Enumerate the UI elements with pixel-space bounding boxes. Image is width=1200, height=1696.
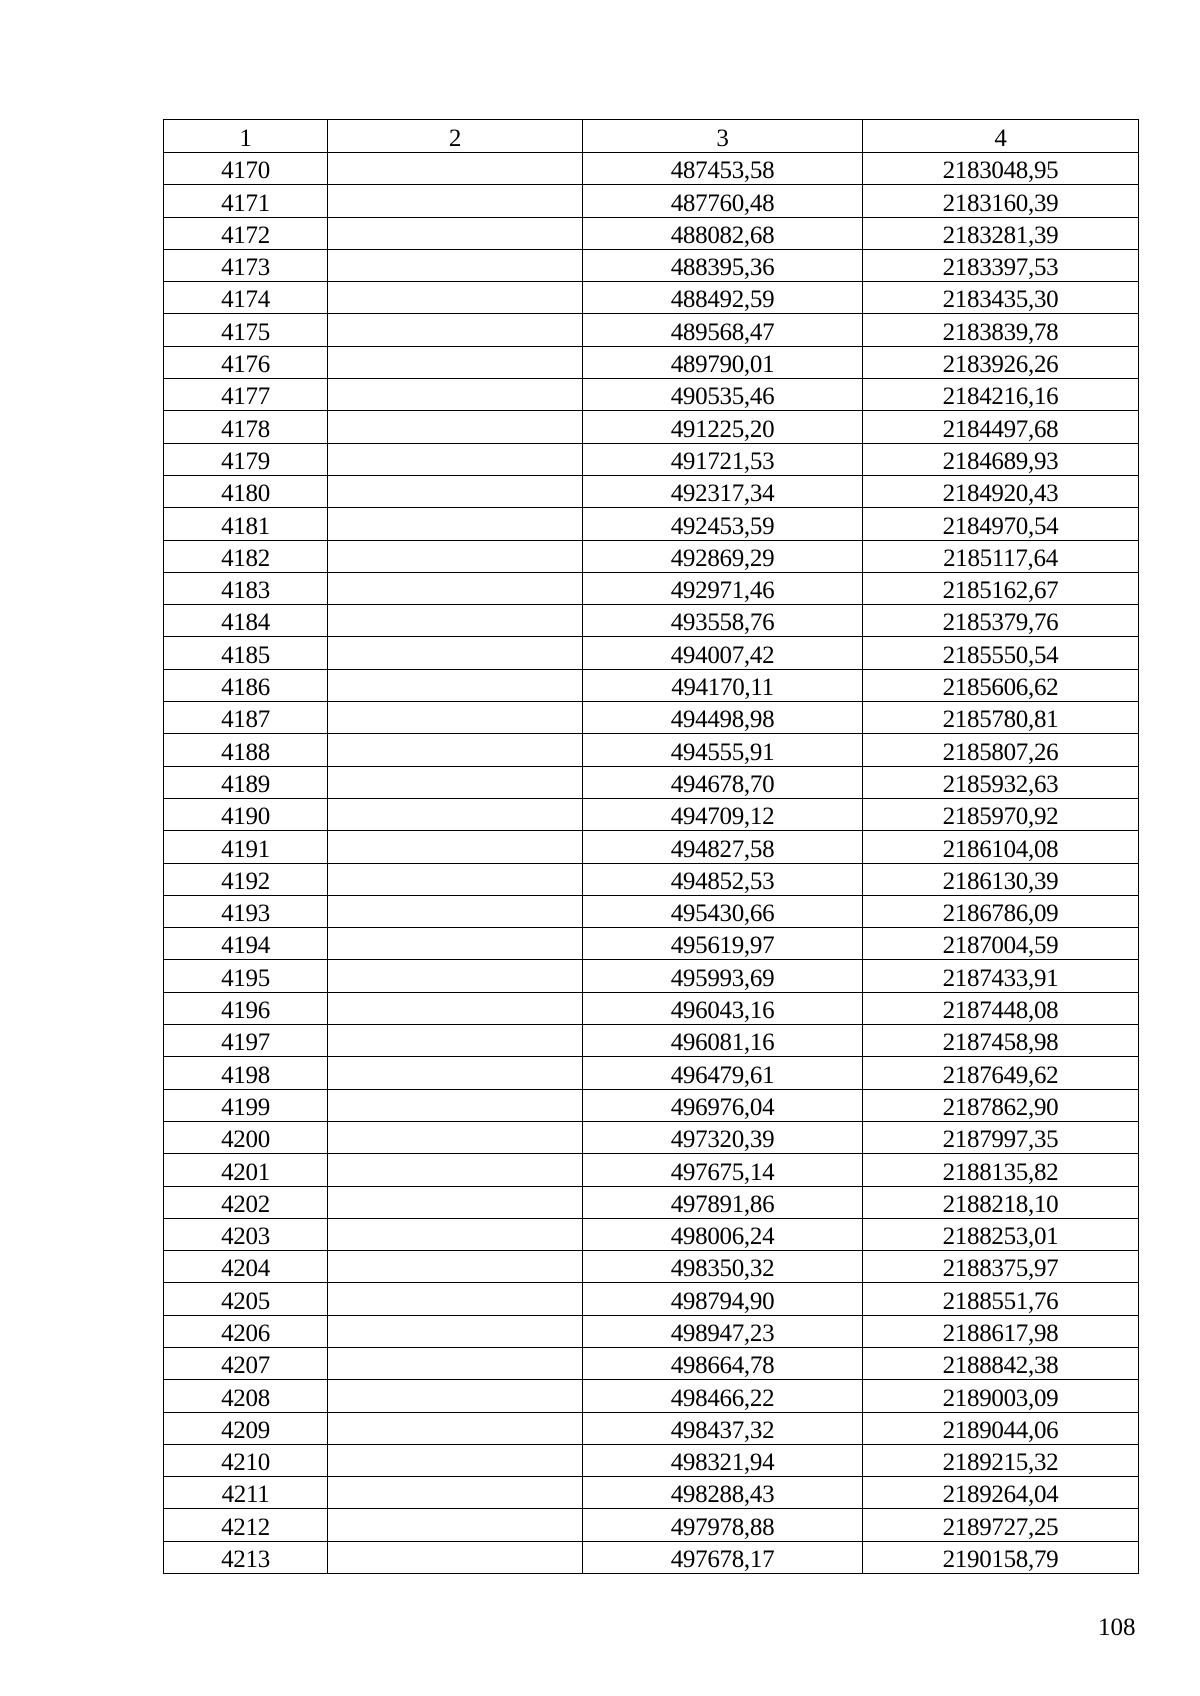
- point-number-cell: 4170: [164, 153, 328, 185]
- y-coordinate-cell: 2188842,38: [863, 1347, 1139, 1379]
- x-coordinate-cell: 488492,59: [583, 282, 863, 314]
- point-number-cell: 4201: [164, 1154, 328, 1186]
- description-cell: [328, 1315, 583, 1347]
- x-coordinate-cell: 492971,46: [583, 572, 863, 604]
- point-number-cell: 4175: [164, 314, 328, 346]
- y-coordinate-cell: 2183397,53: [863, 249, 1139, 281]
- point-number-cell: 4209: [164, 1412, 328, 1444]
- x-coordinate-cell: 498288,43: [583, 1477, 863, 1509]
- y-coordinate-cell: 2183160,39: [863, 185, 1139, 217]
- table-row: [164, 508, 1139, 540]
- y-coordinate-cell: 2189044,06: [863, 1412, 1139, 1444]
- x-coordinate-cell: 498794,90: [583, 1283, 863, 1315]
- point-number-cell: 4173: [164, 249, 328, 281]
- x-coordinate-cell: 494007,42: [583, 637, 863, 669]
- table-row: [164, 895, 1139, 927]
- point-number-cell: 4208: [164, 1380, 328, 1412]
- x-coordinate-cell: 495619,97: [583, 928, 863, 960]
- point-number-cell: 4192: [164, 863, 328, 895]
- x-coordinate-cell: 498350,32: [583, 1251, 863, 1283]
- y-coordinate-cell: 2187997,35: [863, 1121, 1139, 1153]
- y-coordinate-cell: 2184920,43: [863, 475, 1139, 507]
- x-coordinate-cell: 495993,69: [583, 960, 863, 992]
- y-coordinate-cell: 2188135,82: [863, 1154, 1139, 1186]
- table-row: [164, 475, 1139, 507]
- y-coordinate-cell: 2189264,04: [863, 1477, 1139, 1509]
- description-cell: [328, 475, 583, 507]
- table-header-row: [164, 120, 1139, 153]
- point-number-cell: 4205: [164, 1283, 328, 1315]
- x-coordinate-cell: 494827,58: [583, 831, 863, 863]
- point-number-cell: 4203: [164, 1218, 328, 1250]
- table-row: [164, 1347, 1139, 1379]
- x-coordinate-cell: 497675,14: [583, 1154, 863, 1186]
- table-row: [164, 1477, 1139, 1509]
- table-row: [164, 314, 1139, 346]
- y-coordinate-cell: 2184216,16: [863, 379, 1139, 411]
- x-coordinate-cell: 497978,88: [583, 1509, 863, 1541]
- point-number-cell: 4212: [164, 1509, 328, 1541]
- point-number-cell: 4190: [164, 798, 328, 830]
- description-cell: [328, 1154, 583, 1186]
- y-coordinate-cell: 2183281,39: [863, 217, 1139, 249]
- description-cell: [328, 249, 583, 281]
- description-cell: [328, 637, 583, 669]
- x-coordinate-cell: 494678,70: [583, 766, 863, 798]
- description-cell: [328, 508, 583, 540]
- description-cell: [328, 1089, 583, 1121]
- table-row: [164, 153, 1139, 185]
- table-row: [164, 960, 1139, 992]
- y-coordinate-cell: 2184689,93: [863, 443, 1139, 475]
- description-cell: [328, 1477, 583, 1509]
- table-row: [164, 1089, 1139, 1121]
- y-coordinate-cell: 2185550,54: [863, 637, 1139, 669]
- x-coordinate-cell: 488395,36: [583, 249, 863, 281]
- description-cell: [328, 734, 583, 766]
- y-coordinate-cell: 2183926,26: [863, 346, 1139, 378]
- x-coordinate-cell: 489790,01: [583, 346, 863, 378]
- column-header-2: 2: [328, 120, 583, 153]
- description-cell: [328, 1347, 583, 1379]
- y-coordinate-cell: 2188551,76: [863, 1283, 1139, 1315]
- x-coordinate-cell: 493558,76: [583, 605, 863, 637]
- table-row: [164, 1412, 1139, 1444]
- description-cell: [328, 314, 583, 346]
- x-coordinate-cell: 492453,59: [583, 508, 863, 540]
- table-row: [164, 1315, 1139, 1347]
- description-cell: [328, 185, 583, 217]
- table-row: [164, 863, 1139, 895]
- x-coordinate-cell: 491225,20: [583, 411, 863, 443]
- table-row: [164, 1509, 1139, 1541]
- coordinates-table: [163, 119, 1139, 1574]
- x-coordinate-cell: 497891,86: [583, 1186, 863, 1218]
- description-cell: [328, 1218, 583, 1250]
- x-coordinate-cell: 497678,17: [583, 1541, 863, 1573]
- y-coordinate-cell: 2183839,78: [863, 314, 1139, 346]
- x-coordinate-cell: 496043,16: [583, 992, 863, 1024]
- y-coordinate-cell: 2185162,67: [863, 572, 1139, 604]
- point-number-cell: 4171: [164, 185, 328, 217]
- table-row: [164, 831, 1139, 863]
- description-cell: [328, 766, 583, 798]
- point-number-cell: 4210: [164, 1444, 328, 1476]
- description-cell: [328, 153, 583, 185]
- point-number-cell: 4198: [164, 1057, 328, 1089]
- y-coordinate-cell: 2186104,08: [863, 831, 1139, 863]
- y-coordinate-cell: 2186130,39: [863, 863, 1139, 895]
- table-row: [164, 1380, 1139, 1412]
- x-coordinate-cell: 494498,98: [583, 702, 863, 734]
- point-number-cell: 4202: [164, 1186, 328, 1218]
- point-number-cell: 4194: [164, 928, 328, 960]
- description-cell: [328, 1444, 583, 1476]
- point-number-cell: 4207: [164, 1347, 328, 1379]
- point-number-cell: 4179: [164, 443, 328, 475]
- point-number-cell: 4213: [164, 1541, 328, 1573]
- table-row: [164, 1541, 1139, 1573]
- description-cell: [328, 282, 583, 314]
- point-number-cell: 4180: [164, 475, 328, 507]
- x-coordinate-cell: 498006,24: [583, 1218, 863, 1250]
- description-cell: [328, 1380, 583, 1412]
- point-number-cell: 4185: [164, 637, 328, 669]
- description-cell: [328, 1541, 583, 1573]
- y-coordinate-cell: 2187649,62: [863, 1057, 1139, 1089]
- y-coordinate-cell: 2188253,01: [863, 1218, 1139, 1250]
- x-coordinate-cell: 496976,04: [583, 1089, 863, 1121]
- point-number-cell: 4182: [164, 540, 328, 572]
- table-row: [164, 1218, 1139, 1250]
- y-coordinate-cell: 2185970,92: [863, 798, 1139, 830]
- table-row: [164, 766, 1139, 798]
- table-row: [164, 1121, 1139, 1153]
- table-row: [164, 734, 1139, 766]
- column-header-3: 3: [583, 120, 863, 153]
- table-body: [164, 153, 1139, 1574]
- table-row: [164, 669, 1139, 701]
- description-cell: [328, 992, 583, 1024]
- point-number-cell: 4193: [164, 895, 328, 927]
- point-number-cell: 4188: [164, 734, 328, 766]
- table-row: [164, 637, 1139, 669]
- description-cell: [328, 702, 583, 734]
- description-cell: [328, 443, 583, 475]
- description-cell: [328, 572, 583, 604]
- point-number-cell: 4204: [164, 1251, 328, 1283]
- y-coordinate-cell: 2184970,54: [863, 508, 1139, 540]
- y-coordinate-cell: 2188617,98: [863, 1315, 1139, 1347]
- description-cell: [328, 217, 583, 249]
- description-cell: [328, 1057, 583, 1089]
- description-cell: [328, 895, 583, 927]
- point-number-cell: 4181: [164, 508, 328, 540]
- table-row: [164, 1154, 1139, 1186]
- description-cell: [328, 605, 583, 637]
- point-number-cell: 4172: [164, 217, 328, 249]
- description-cell: [328, 346, 583, 378]
- x-coordinate-cell: 497320,39: [583, 1121, 863, 1153]
- table-row: [164, 217, 1139, 249]
- description-cell: [328, 1251, 583, 1283]
- point-number-cell: 4197: [164, 1025, 328, 1057]
- y-coordinate-cell: 2188218,10: [863, 1186, 1139, 1218]
- y-coordinate-cell: 2185780,81: [863, 702, 1139, 734]
- y-coordinate-cell: 2187004,59: [863, 928, 1139, 960]
- table-row: [164, 1057, 1139, 1089]
- point-number-cell: 4200: [164, 1121, 328, 1153]
- description-cell: [328, 831, 583, 863]
- x-coordinate-cell: 488082,68: [583, 217, 863, 249]
- point-number-cell: 4186: [164, 669, 328, 701]
- table-row: [164, 540, 1139, 572]
- description-cell: [328, 1186, 583, 1218]
- x-coordinate-cell: 498947,23: [583, 1315, 863, 1347]
- y-coordinate-cell: 2190158,79: [863, 1541, 1139, 1573]
- table-row: [164, 282, 1139, 314]
- table-row: [164, 249, 1139, 281]
- y-coordinate-cell: 2184497,68: [863, 411, 1139, 443]
- point-number-cell: 4174: [164, 282, 328, 314]
- x-coordinate-cell: 490535,46: [583, 379, 863, 411]
- point-number-cell: 4184: [164, 605, 328, 637]
- y-coordinate-cell: 2185379,76: [863, 605, 1139, 637]
- y-coordinate-cell: 2187433,91: [863, 960, 1139, 992]
- x-coordinate-cell: 494852,53: [583, 863, 863, 895]
- y-coordinate-cell: 2187862,90: [863, 1089, 1139, 1121]
- description-cell: [328, 1283, 583, 1315]
- description-cell: [328, 1025, 583, 1057]
- table-row: [164, 605, 1139, 637]
- description-cell: [328, 540, 583, 572]
- y-coordinate-cell: 2188375,97: [863, 1251, 1139, 1283]
- table-row: [164, 346, 1139, 378]
- x-coordinate-cell: 496479,61: [583, 1057, 863, 1089]
- y-coordinate-cell: 2185932,63: [863, 766, 1139, 798]
- point-number-cell: 4178: [164, 411, 328, 443]
- table-row: [164, 572, 1139, 604]
- point-number-cell: 4176: [164, 346, 328, 378]
- table-row: [164, 1025, 1139, 1057]
- column-header-1: 1: [164, 120, 328, 153]
- point-number-cell: 4191: [164, 831, 328, 863]
- y-coordinate-cell: 2186786,09: [863, 895, 1139, 927]
- point-number-cell: 4211: [164, 1477, 328, 1509]
- y-coordinate-cell: 2187448,08: [863, 992, 1139, 1024]
- table-row: [164, 1444, 1139, 1476]
- table-row: [164, 798, 1139, 830]
- x-coordinate-cell: 496081,16: [583, 1025, 863, 1057]
- x-coordinate-cell: 494709,12: [583, 798, 863, 830]
- x-coordinate-cell: 498321,94: [583, 1444, 863, 1476]
- table-row: [164, 443, 1139, 475]
- table-row: [164, 928, 1139, 960]
- description-cell: [328, 863, 583, 895]
- table-row: [164, 1251, 1139, 1283]
- description-cell: [328, 379, 583, 411]
- y-coordinate-cell: 2183048,95: [863, 153, 1139, 185]
- x-coordinate-cell: 492317,34: [583, 475, 863, 507]
- point-number-cell: 4195: [164, 960, 328, 992]
- description-cell: [328, 928, 583, 960]
- table-row: [164, 992, 1139, 1024]
- y-coordinate-cell: 2189727,25: [863, 1509, 1139, 1541]
- description-cell: [328, 960, 583, 992]
- y-coordinate-cell: 2187458,98: [863, 1025, 1139, 1057]
- table-row: [164, 379, 1139, 411]
- table-row: [164, 185, 1139, 217]
- y-coordinate-cell: 2189215,32: [863, 1444, 1139, 1476]
- y-coordinate-cell: 2189003,09: [863, 1380, 1139, 1412]
- y-coordinate-cell: 2185807,26: [863, 734, 1139, 766]
- x-coordinate-cell: 494555,91: [583, 734, 863, 766]
- point-number-cell: 4187: [164, 702, 328, 734]
- x-coordinate-cell: 487760,48: [583, 185, 863, 217]
- table-row: [164, 1186, 1139, 1218]
- x-coordinate-cell: 491721,53: [583, 443, 863, 475]
- point-number-cell: 4196: [164, 992, 328, 1024]
- point-number-cell: 4199: [164, 1089, 328, 1121]
- column-header-4: 4: [863, 120, 1139, 153]
- description-cell: [328, 411, 583, 443]
- table-row: [164, 1283, 1139, 1315]
- point-number-cell: 4206: [164, 1315, 328, 1347]
- description-cell: [328, 1509, 583, 1541]
- x-coordinate-cell: 494170,11: [583, 669, 863, 701]
- x-coordinate-cell: 498664,78: [583, 1347, 863, 1379]
- description-cell: [328, 1412, 583, 1444]
- x-coordinate-cell: 498466,22: [583, 1380, 863, 1412]
- page-number: 108: [1098, 1614, 1136, 1641]
- x-coordinate-cell: 487453,58: [583, 153, 863, 185]
- description-cell: [328, 798, 583, 830]
- description-cell: [328, 669, 583, 701]
- point-number-cell: 4189: [164, 766, 328, 798]
- x-coordinate-cell: 492869,29: [583, 540, 863, 572]
- table-row: [164, 702, 1139, 734]
- y-coordinate-cell: 2183435,30: [863, 282, 1139, 314]
- x-coordinate-cell: 489568,47: [583, 314, 863, 346]
- description-cell: [328, 1121, 583, 1153]
- x-coordinate-cell: 495430,66: [583, 895, 863, 927]
- table-row: [164, 411, 1139, 443]
- point-number-cell: 4183: [164, 572, 328, 604]
- x-coordinate-cell: 498437,32: [583, 1412, 863, 1444]
- point-number-cell: 4177: [164, 379, 328, 411]
- y-coordinate-cell: 2185606,62: [863, 669, 1139, 701]
- y-coordinate-cell: 2185117,64: [863, 540, 1139, 572]
